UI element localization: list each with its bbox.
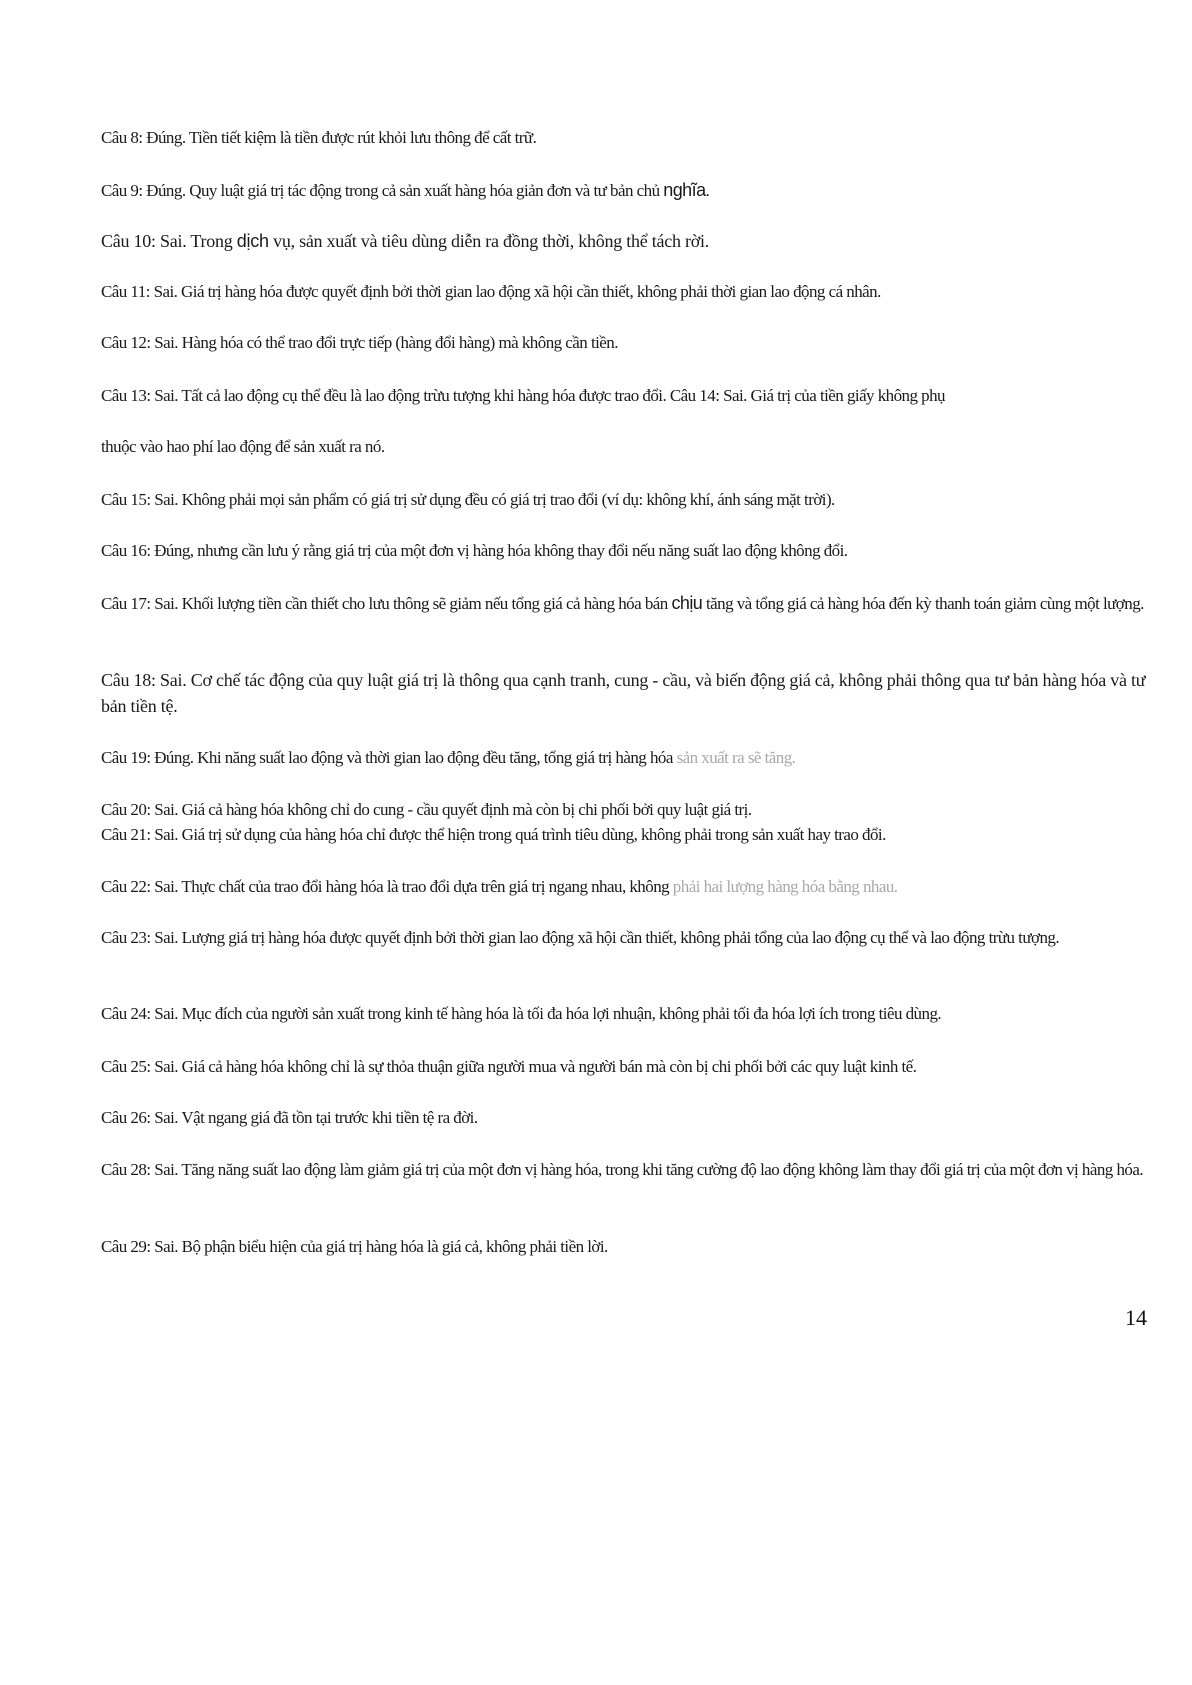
page-number: 14 (1125, 1305, 1147, 1330)
answer-24: Câu 24: Sai. Mục đích của người sản xuất trong kinh tế hàng hóa là tối đa hóa lợi nhuận, không phải tối đa hóa lợi ích trong tiêu dùng. (101, 1004, 942, 1023)
answer-25: Câu 25: Sai. Giá cả hàng hóa không chỉ là sự thỏa thuận giữa người mua và người bán mà còn bị chi phối bởi các quy luật kinh tế. (101, 1057, 917, 1076)
answer-11: Câu 11: Sai. Giá trị hàng hóa được quyết định bởi thời gian lao động xã hội cần thiết, không phải thời gian lao động cá nhân. (101, 282, 881, 301)
answer-17: Câu 17: Sai. Khối lượng tiền cần thiết cho lưu thông sẽ giảm nếu tổng giá cả hàng hóa bán chịu tăng và tổng giá cả hàng hóa đến kỳ thanh toán giảm cùng một lượng. (101, 593, 1144, 613)
answer-23: Câu 23: Sai. Lượng giá trị hàng hóa được quyết định bởi thời gian lao động xã hội cần thiết, không phải tổng của lao động cụ thể và lao động trừu tượng. (101, 928, 1060, 947)
answer-18: Câu 18: Sai. Cơ chế tác động của quy luật giá trị là thông qua cạnh tranh, cung - cầu, và biến động giá cả, không phải thông qua tư bản hàng hóa và tư bản tiền tệ. (101, 670, 1146, 716)
answer-15: Câu 15: Sai. Không phải mọi sản phẩm có giá trị sử dụng đều có giá trị trao đổi (ví dụ: không khí, ánh sáng mặt trời). (101, 490, 835, 509)
answer-16: Câu 16: Đúng, nhưng cần lưu ý rằng giá trị của một đơn vị hàng hóa không thay đổi nếu năng suất lao động không đổi. (101, 541, 848, 560)
answer-14-continued: thuộc vào hao phí lao động để sản xuất ra nó. (101, 437, 385, 456)
answer-8: Câu 8: Đúng. Tiền tiết kiệm là tiền được rút khỏi lưu thông để cất trữ. (101, 128, 537, 147)
answer-22: Câu 22: Sai. Thực chất của trao đổi hàng hóa là trao đổi dựa trên giá trị ngang nhau, không phải hai lượng hàng hóa bằng nhau. (101, 877, 898, 896)
answer-20: Câu 20: Sai. Giá cả hàng hóa không chỉ do cung - cầu quyết định mà còn bị chi phối bởi quy luật giá trị. (101, 800, 752, 819)
answer-28: Câu 28: Sai. Tăng năng suất lao động làm giảm giá trị của một đơn vị hàng hóa, trong khi tăng cường độ lao động không làm thay đổi giá trị của một đơn vị hàng hóa. (101, 1160, 1144, 1179)
answer-19: Câu 19: Đúng. Khi năng suất lao động và thời gian lao động đều tăng, tổng giá trị hàng hóa sản xuất ra sẽ tăng. (101, 748, 796, 767)
answer-26: Câu 26: Sai. Vật ngang giá đã tồn tại trước khi tiền tệ ra đời. (101, 1108, 478, 1127)
answer-10: Câu 10: Sai. Trong dịch vụ, sản xuất và tiêu dùng diễn ra đồng thời, không thể tách rời. (101, 231, 710, 251)
answer-13-14: Câu 13: Sai. Tất cả lao động cụ thể đều là lao động trừu tượng khi hàng hóa được trao đổi. Câu 14: Sai. Giá trị của tiền giấy không phụ (101, 386, 946, 405)
answer-21: Câu 21: Sai. Giá trị sử dụng của hàng hóa chỉ được thể hiện trong quá trình tiêu dùng, không phải trong sản xuất hay trao đổi. (101, 825, 886, 844)
answer-29: Câu 29: Sai. Bộ phận biểu hiện của giá trị hàng hóa là giá cả, không phải tiền lời. (101, 1237, 608, 1256)
answer-9: Câu 9: Đúng. Quy luật giá trị tác động trong cả sản xuất hàng hóa giản đơn và tư bản chủ nghĩa. (101, 180, 710, 200)
answer-12: Câu 12: Sai. Hàng hóa có thể trao đổi trực tiếp (hàng đổi hàng) mà không cần tiền. (101, 333, 618, 352)
